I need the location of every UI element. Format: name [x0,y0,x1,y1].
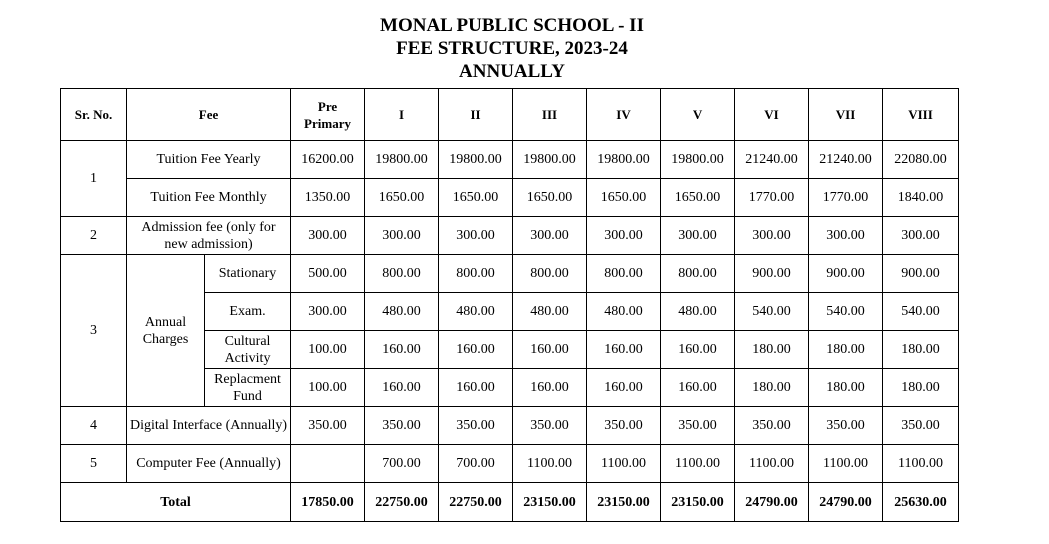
fee-value: 480.00 [661,293,735,331]
fee-value: 1650.00 [365,179,439,217]
total-value: 24790.00 [735,483,809,522]
fee-value: 300.00 [661,217,735,255]
fee-value: 480.00 [513,293,587,331]
fee-value: 180.00 [809,331,883,369]
total-value: 17850.00 [291,483,365,522]
header-sr-no: Sr. No. [61,89,127,141]
fee-value: 300.00 [439,217,513,255]
fee-value: 350.00 [735,407,809,445]
table-header-row [61,89,959,141]
fee-value: 350.00 [513,407,587,445]
school-name: MONAL PUBLIC SCHOOL - II [380,15,644,36]
fee-value: 1770.00 [809,179,883,217]
fee-value: 800.00 [513,255,587,293]
period-title: ANNUALLY [459,61,565,82]
fee-value: 350.00 [291,407,365,445]
sr-no-cell: 5 [61,445,127,483]
header-class-v: V [661,89,735,141]
fee-value: 1350.00 [291,179,365,217]
table-row-tuition-yearly [61,141,959,179]
total-value: 22750.00 [365,483,439,522]
fee-value: 540.00 [809,293,883,331]
fee-value: 350.00 [365,407,439,445]
annual-charges-label: Annual Charges [127,255,205,407]
fee-value: 16200.00 [291,141,365,179]
fee-value: 480.00 [587,293,661,331]
total-value: 23150.00 [587,483,661,522]
fee-value: 100.00 [291,369,365,407]
fee-label: Exam. [205,293,291,331]
fee-value: 160.00 [513,331,587,369]
fee-value: 540.00 [883,293,959,331]
total-label: Total [61,483,291,522]
fee-value: 160.00 [661,369,735,407]
fee-value [291,445,365,483]
fee-value: 350.00 [439,407,513,445]
fee-value: 160.00 [661,331,735,369]
fee-value: 1650.00 [587,179,661,217]
fee-label: Computer Fee (Annually) [127,445,291,483]
fee-label: Replacment Fund [205,369,291,407]
fee-value: 800.00 [439,255,513,293]
sr-no-cell: 4 [61,407,127,445]
table-row-digital-interface [61,407,959,445]
fee-label: Admission fee (only for new admission) [127,217,291,255]
fee-value: 300.00 [513,217,587,255]
sr-no-cell: 3 [61,255,127,407]
fee-value: 300.00 [365,217,439,255]
fee-value: 540.00 [735,293,809,331]
total-value: 22750.00 [439,483,513,522]
fee-value: 180.00 [735,331,809,369]
fee-value: 1100.00 [587,445,661,483]
fee-label: Tuition Fee Monthly [127,179,291,217]
fee-value: 19800.00 [365,141,439,179]
fee-value: 160.00 [439,369,513,407]
fee-value: 480.00 [439,293,513,331]
fee-value: 19800.00 [439,141,513,179]
fee-value: 22080.00 [883,141,959,179]
table-row-total [61,483,959,522]
fee-value: 480.00 [365,293,439,331]
fee-value: 1100.00 [809,445,883,483]
fee-value: 160.00 [365,369,439,407]
header-class-pre-primary: Pre Primary [291,89,365,141]
fee-value: 300.00 [809,217,883,255]
fee-value: 1100.00 [735,445,809,483]
fee-structure-title: FEE STRUCTURE, 2023-24 [396,38,628,59]
header-fee: Fee [127,89,291,141]
fee-value: 19800.00 [587,141,661,179]
table-row-computer-fee [61,445,959,483]
fee-value: 1100.00 [513,445,587,483]
total-value: 23150.00 [661,483,735,522]
fee-value: 21240.00 [735,141,809,179]
table-row-stationary [61,255,959,293]
fee-label: Stationary [205,255,291,293]
header-class-vii: VII [809,89,883,141]
fee-value: 700.00 [439,445,513,483]
fee-value: 900.00 [809,255,883,293]
total-value: 23150.00 [513,483,587,522]
fee-value: 180.00 [809,369,883,407]
table-row-admission [61,217,959,255]
fee-value: 300.00 [735,217,809,255]
fee-value: 300.00 [291,293,365,331]
fee-value: 1840.00 [883,179,959,217]
fee-value: 19800.00 [661,141,735,179]
fee-value: 1770.00 [735,179,809,217]
fee-value: 1650.00 [439,179,513,217]
fee-structure-table [60,88,959,522]
total-value: 25630.00 [883,483,959,522]
header-class-viii: VIII [883,89,959,141]
total-value: 24790.00 [809,483,883,522]
header-class-i: I [365,89,439,141]
fee-value: 350.00 [661,407,735,445]
fee-value: 1100.00 [661,445,735,483]
fee-value: 160.00 [587,331,661,369]
fee-value: 180.00 [735,369,809,407]
fee-value: 900.00 [735,255,809,293]
header-class-iv: IV [587,89,661,141]
fee-value: 160.00 [365,331,439,369]
document-title-block [0,14,1024,83]
sr-no-cell: 2 [61,217,127,255]
fee-value: 1650.00 [513,179,587,217]
header-class-iii: III [513,89,587,141]
fee-value: 500.00 [291,255,365,293]
fee-value: 180.00 [883,369,959,407]
fee-value: 800.00 [587,255,661,293]
table-row-tuition-monthly [61,179,959,217]
fee-value: 350.00 [883,407,959,445]
fee-value: 160.00 [513,369,587,407]
fee-value: 160.00 [587,369,661,407]
fee-label: Digital Interface (Annually) [127,407,291,445]
fee-value: 100.00 [291,331,365,369]
fee-value: 800.00 [661,255,735,293]
fee-value: 350.00 [587,407,661,445]
fee-value: 900.00 [883,255,959,293]
sr-no-cell: 1 [61,141,127,217]
fee-label: Cultural Activity [205,331,291,369]
fee-value: 300.00 [883,217,959,255]
fee-value: 700.00 [365,445,439,483]
header-class-vi: VI [735,89,809,141]
fee-value: 800.00 [365,255,439,293]
header-class-ii: II [439,89,513,141]
fee-value: 180.00 [883,331,959,369]
fee-value: 350.00 [809,407,883,445]
fee-value: 1100.00 [883,445,959,483]
fee-value: 1650.00 [661,179,735,217]
fee-value: 300.00 [587,217,661,255]
fee-label: Tuition Fee Yearly [127,141,291,179]
fee-value: 160.00 [439,331,513,369]
fee-value: 300.00 [291,217,365,255]
fee-value: 21240.00 [809,141,883,179]
fee-value: 19800.00 [513,141,587,179]
